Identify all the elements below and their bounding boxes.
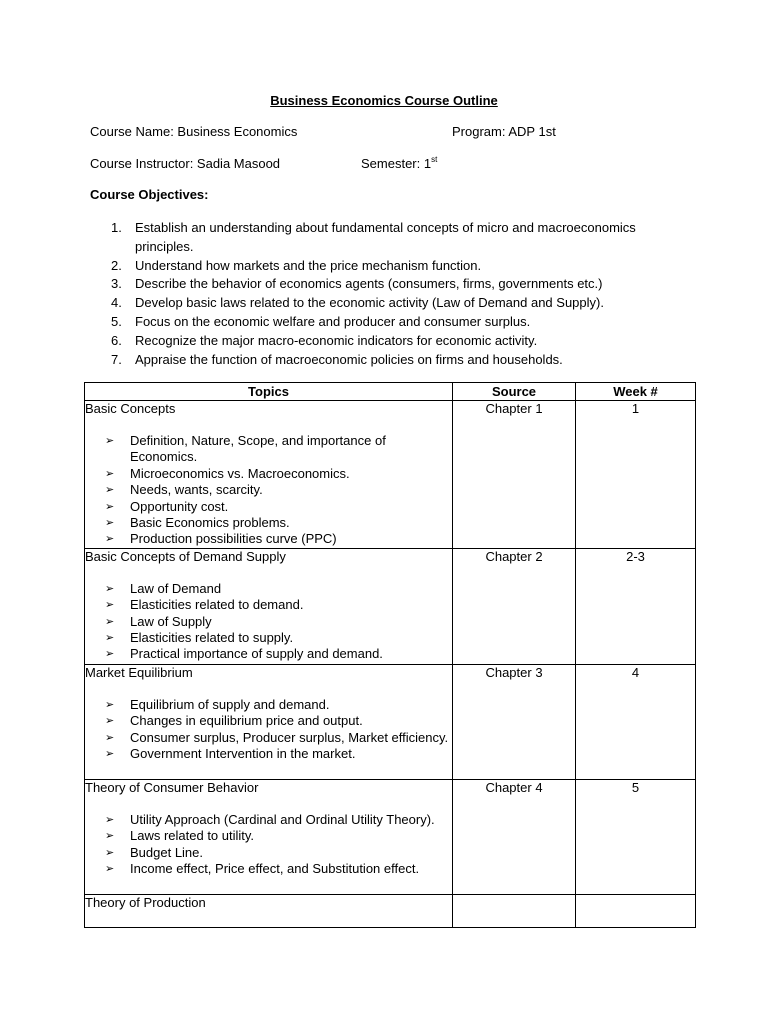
list-item: [85, 466, 452, 482]
list-item: [85, 861, 452, 877]
objective-text: Focus on the economic welfare and producer and consumer surplus.: [135, 313, 531, 329]
table-row: [85, 548, 696, 664]
week-cell: 2-3: [576, 548, 696, 664]
document-title: Business Economics Course Outline: [270, 93, 498, 108]
source-cell: Chapter 4: [453, 779, 576, 894]
list-item-text: Practical importance of supply and demand.: [130, 646, 383, 662]
header-source: Source: [453, 383, 576, 401]
list-item: [85, 713, 452, 729]
arrow-bullet-icon: ➢: [105, 533, 115, 546]
arrow-bullet-icon: ➢: [105, 500, 115, 513]
objective-item: [90, 219, 690, 257]
list-item: [85, 746, 452, 762]
list-item-text: Needs, wants, scarcity.: [130, 482, 263, 498]
arrow-bullet-icon: ➢: [105, 813, 115, 826]
course-info-row: [90, 124, 708, 142]
objective-item: [90, 294, 690, 313]
arrow-bullet-icon: ➢: [105, 698, 115, 711]
list-item-text: Budget Line.: [130, 844, 204, 860]
list-item: [85, 597, 452, 613]
list-item-text: Changes in equilibrium price and output.: [130, 713, 363, 729]
arrow-bullet-icon: ➢: [105, 863, 115, 876]
objective-text: Appraise the function of macroeconomic policies on firms and households.: [135, 351, 563, 367]
table-row: [85, 401, 696, 549]
list-item-text: Elasticities related to demand.: [130, 597, 304, 613]
topic-bullets: [85, 581, 452, 663]
objective-text: Recognize the major macro-economic indicators for economic activity.: [135, 332, 538, 348]
list-item: [85, 730, 452, 746]
objectives-heading: Course Objectives:: [90, 187, 209, 202]
list-item: [85, 499, 452, 515]
list-item-text: Basic Economics problems.: [130, 515, 290, 531]
arrow-bullet-icon: ➢: [105, 648, 115, 661]
semester-label: Semester: 1: [361, 156, 432, 171]
week-cell: 1: [576, 401, 696, 549]
list-item-text: Laws related to utility.: [130, 828, 255, 844]
objective-item: [90, 275, 690, 294]
list-item: [85, 630, 452, 646]
objective-item: [90, 351, 690, 370]
source-cell: Chapter 1: [453, 401, 576, 549]
objective-text: Develop basic laws related to the economic activity (Law of Demand and Supply).: [135, 295, 604, 311]
arrow-bullet-icon: ➢: [105, 599, 115, 612]
topic-bullets: [85, 812, 452, 878]
list-item: [85, 531, 452, 547]
topic-cell: [85, 401, 453, 549]
semester-superscript: st: [431, 155, 438, 164]
topic-cell: [85, 779, 453, 894]
instructor-info-row: [90, 156, 708, 174]
source-cell: Chapter 3: [453, 664, 576, 779]
topic-cell: [85, 664, 453, 779]
list-item-text: Consumer surplus, Producer surplus, Market efficiency.: [130, 729, 449, 745]
table-row: [85, 664, 696, 779]
arrow-bullet-icon: ➢: [105, 484, 115, 497]
topic-title: Theory of Consumer Behavior: [85, 779, 259, 795]
list-item-text: Government Intervention in the market.: [130, 746, 356, 762]
objective-text: Describe the behavior of economics agents (consumers, firms, governments etc.): [135, 276, 603, 292]
course-outline-table: [84, 382, 696, 928]
list-item: [85, 845, 452, 861]
topic-title: Basic Concepts of Demand Supply: [85, 548, 286, 564]
list-item-text: Income effect, Price effect, and Substitution effect.: [130, 861, 420, 877]
list-item: [85, 482, 452, 498]
source-cell: [453, 894, 576, 927]
list-item: [85, 828, 452, 844]
program: Program: ADP 1st: [452, 124, 556, 139]
list-item: [85, 581, 452, 597]
objective-number: 6.: [111, 332, 122, 348]
week-cell: 4: [576, 664, 696, 779]
list-item: [85, 812, 452, 828]
week-cell: [576, 894, 696, 927]
arrow-bullet-icon: ➢: [105, 632, 115, 645]
arrow-bullet-icon: ➢: [105, 615, 115, 628]
topic-title: Market Equilibrium: [85, 664, 193, 680]
course-name: Course Name: Business Economics: [90, 124, 298, 139]
list-item: [85, 614, 452, 630]
header-topics: Topics: [85, 383, 453, 401]
objective-number: 4.: [111, 295, 122, 311]
objectives-list: [90, 219, 690, 369]
list-item-text: Definition, Nature, Scope, and importance of Economics.: [130, 433, 386, 465]
source-cell: Chapter 2: [453, 548, 576, 664]
objective-number: 1.: [111, 220, 122, 235]
table-header-row: [85, 383, 696, 401]
list-item-text: Law of Demand: [130, 580, 222, 596]
objective-item: [90, 313, 690, 332]
objective-item: [90, 332, 690, 351]
objective-text: Establish an understanding about fundamental concepts of micro and macroeconomics principles.: [135, 220, 636, 254]
objective-number: 3.: [111, 276, 122, 292]
list-item-text: Law of Supply: [130, 613, 212, 629]
topic-cell: [85, 548, 453, 664]
topic-title: Theory of Production: [85, 894, 206, 910]
topic-title: Basic Concepts: [85, 401, 176, 416]
arrow-bullet-icon: ➢: [105, 731, 115, 744]
topic-bullets: [85, 433, 452, 548]
table-row: [85, 779, 696, 894]
arrow-bullet-icon: ➢: [105, 846, 115, 859]
objective-text: Understand how markets and the price mechanism function.: [135, 257, 482, 273]
table-row: [85, 894, 696, 927]
arrow-bullet-icon: ➢: [105, 582, 115, 595]
objective-number: 7.: [111, 351, 122, 367]
semester: [361, 156, 437, 171]
week-cell: 5: [576, 779, 696, 894]
arrow-bullet-icon: ➢: [105, 467, 115, 480]
arrow-bullet-icon: ➢: [105, 748, 115, 761]
list-item: [85, 697, 452, 713]
objective-item: [90, 257, 690, 276]
objective-number: 2.: [111, 257, 122, 273]
list-item-text: Opportunity cost.: [130, 498, 229, 514]
list-item-text: Equilibrium of supply and demand.: [130, 696, 330, 712]
objective-number: 5.: [111, 313, 122, 329]
course-instructor: Course Instructor: Sadia Masood: [90, 156, 281, 171]
list-item: [85, 646, 452, 662]
topic-cell: [85, 894, 453, 927]
arrow-bullet-icon: ➢: [105, 517, 115, 530]
list-item-text: Utility Approach (Cardinal and Ordinal Utility Theory).: [130, 811, 435, 827]
header-week: Week #: [576, 383, 696, 401]
list-item-text: Microeconomics vs. Macroeconomics.: [130, 465, 350, 481]
arrow-bullet-icon: ➢: [105, 715, 115, 728]
arrow-bullet-icon: ➢: [105, 435, 115, 447]
list-item: [85, 515, 452, 531]
list-item-text: Elasticities related to supply.: [130, 630, 294, 646]
arrow-bullet-icon: ➢: [105, 830, 115, 843]
list-item-text: Production possibilities curve (PPC): [130, 531, 337, 547]
list-item: [85, 433, 452, 466]
topic-bullets: [85, 697, 452, 763]
